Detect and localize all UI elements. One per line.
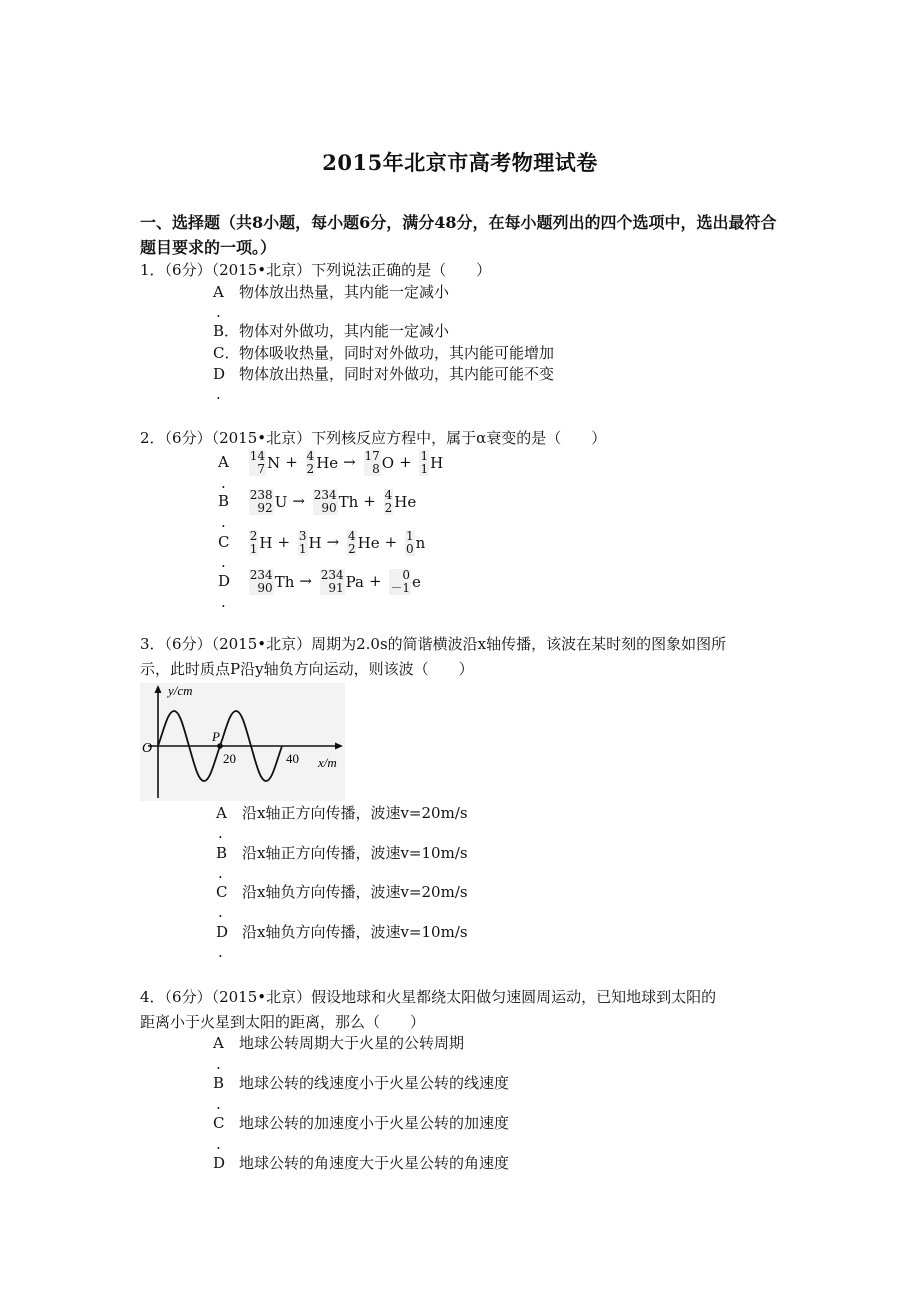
option-dot: .: [221, 593, 226, 611]
question-3-option-d: D 沿x轴负方向传播，波速v=10m/s: [216, 923, 468, 941]
option-dot: .: [218, 943, 223, 961]
option-dot: .: [216, 303, 221, 321]
exam-title: 2015年北京市高考物理试卷: [322, 150, 598, 175]
option-dot: .: [221, 513, 226, 531]
question-2-option-a: A 14 7 N + 4 2 He → 17 8 O + 1 1 H: [218, 449, 444, 476]
question-1-option-b: B．物体对外做功，其内能一定减小: [213, 322, 450, 340]
question-1-option-a: A 物体放出热量，其内能一定减小: [213, 283, 450, 301]
option-dot: .: [218, 824, 223, 842]
question-3-option-c: C 沿x轴负方向传播，波速v=20m/s: [216, 883, 468, 901]
question-1-option-d: D 物体放出热量，同时对外做功，其内能可能不变: [213, 365, 555, 383]
question-1-stem: 1．（6分）（2015•北京）下列说法正确的是（ ）: [140, 261, 492, 279]
question-2-option-d: D 234 90 Th → 234 91 Pa + 0 －1 e: [218, 568, 421, 595]
option-dot: .: [216, 1095, 221, 1113]
option-dot: .: [216, 1135, 221, 1153]
question-2-option-b: B 238 92 U → 234 90 Th + 4 2 He: [218, 488, 417, 515]
origin-label: O: [142, 741, 153, 756]
question-4-option-b: B 地球公转的线速度小于火星公转的线速度: [213, 1074, 510, 1092]
wave-graph: [140, 683, 345, 801]
question-3-option-b: B 沿x轴正方向传播，波速v=10m/s: [216, 844, 468, 862]
point-p-marker: [217, 743, 223, 749]
section-heading: 一、选择题（共8小题，每小题6分，满分48分，在每小题列出的四个选项中，选出最符合题目要求的一项。）: [140, 213, 777, 257]
question-3-stem: 3．（6分）（2015•北京）周期为2.0s的简谐横波沿x轴传播，该波在某时刻的图象如图所 示，此时质点P沿y轴负方向运动，则该波（ ）: [140, 635, 727, 678]
question-1-option-c: C．物体吸收热量，同时对外做功，其内能可能增加: [213, 344, 555, 362]
question-4-stem: 4．（6分）（2015•北京）假设地球和火星都绕太阳做匀速圆周运动，已知地球到太阳的 距离小于火星到太阳的距离，那么（ ）: [140, 988, 717, 1031]
x-tick-20: 20: [223, 751, 236, 766]
option-dot: .: [216, 385, 221, 403]
question-2-option-c: C 2 1 H + 3 1 H → 4 2 He + 1 0 n: [218, 529, 426, 556]
y-axis-label: y/cm: [168, 683, 193, 698]
option-dot: .: [216, 1055, 221, 1073]
point-p-label: P: [212, 729, 220, 744]
x-axis-label: x/m: [318, 755, 337, 770]
question-4-option-a: A 地球公转周期大于火星的公转周期: [213, 1034, 465, 1052]
option-dot: .: [218, 864, 223, 882]
option-dot: .: [221, 553, 226, 571]
question-4-option-c: C 地球公转的加速度小于火星公转的加速度: [213, 1114, 510, 1132]
question-2-stem: 2．（6分）（2015•北京）下列核反应方程中，属于α衰变的是（ ）: [140, 429, 607, 447]
question-3-option-a: A 沿x轴正方向传播，波速v=20m/s: [216, 804, 468, 822]
option-dot: .: [221, 474, 226, 492]
graph-background: [140, 683, 345, 801]
option-dot: .: [218, 903, 223, 921]
question-4-option-d: D 地球公转的角速度大于火星公转的角速度: [213, 1154, 510, 1172]
x-tick-40: 40: [286, 751, 299, 766]
